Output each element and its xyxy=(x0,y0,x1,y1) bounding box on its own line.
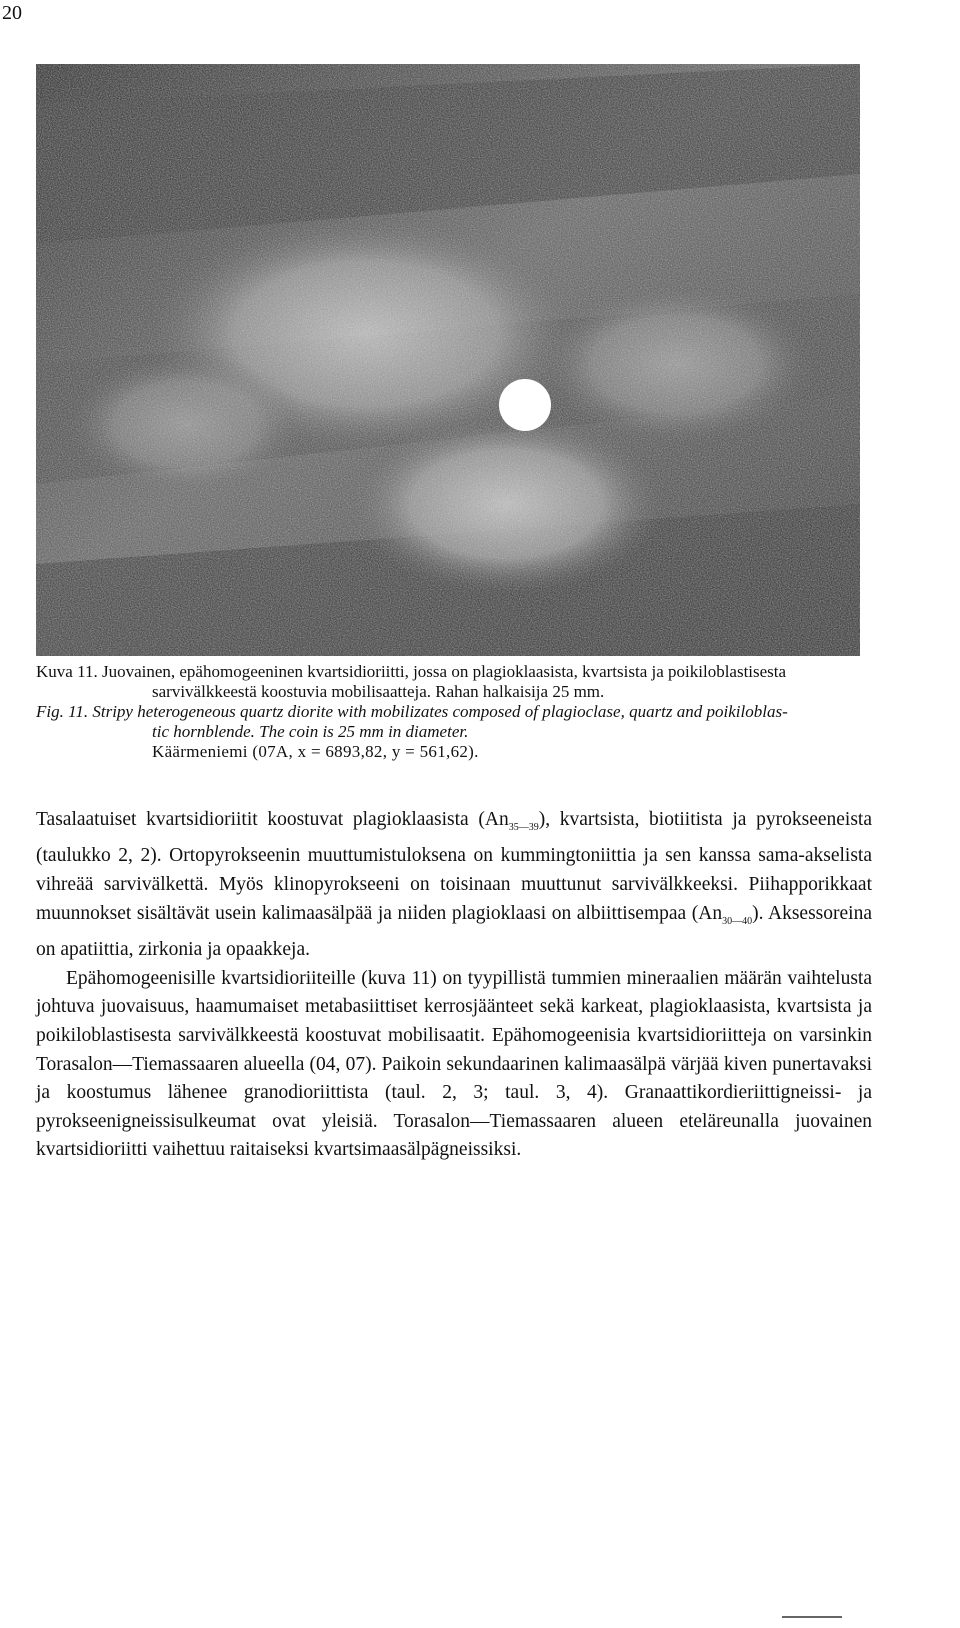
body-text xyxy=(36,806,872,1165)
caption-fi-line1 xyxy=(36,662,926,682)
caption-fi-label: Kuva 11. xyxy=(36,662,98,681)
paragraph-1 xyxy=(36,806,872,965)
figure-caption xyxy=(36,662,926,762)
rock-photograph xyxy=(36,64,860,656)
page-number: 20 xyxy=(2,2,22,24)
paragraph-1-part-a: Tasalaatuiset kvartsidioriitit koostuvat plagioklaasista (An xyxy=(36,809,509,830)
caption-fi-line2: sarvivälkkeestä koostuvia mobilisaatteja. Rahan halkaisija 25 mm. xyxy=(152,682,605,701)
caption-en-text1: Stripy heterogeneous quartz diorite with mobilizates composed of plagioclase, quartz and poikiloblas- xyxy=(92,702,788,721)
caption-en-label: Fig. 11. xyxy=(36,702,89,721)
coin xyxy=(499,379,551,431)
footer-mark xyxy=(782,1616,842,1618)
caption-fi-text1: Juovainen, epähomogeeninen kvartsidioriitti, jossa on plagioklaasista, kvartsista ja poikiloblastisesta xyxy=(101,662,787,681)
paragraph-2: Epähomogeenisille kvartsidioriiteille (kuva 11) on tyypillistä tummien mineraalien määrän vaihtelusta johtuva juovaisuus, haamumaiset metabasiittiset kerrosjäänteet sekä karkeat, plagioklaasista, kvartsista ja poikiloblastisesta sarvivälkkeestä koostuvat mobilisaatit. Epähomogeenisia kvartsidioriitteja on varsinkin Torasalon—Tiemassaaren alueella (04, 07). Paikoin sekundaarinen kalimaasälpä värjää kiven punertavaksi ja koostumus lähenee granodioriittista (taul. 2, 3; taul. 3, 4). Granaattikordieriittigneissi- ja pyrokseenigneissisulkeumat ovat yleisiä. Torasalon—Tiemassaaren alueen eteläreunalla juovainen kvartsidioriitti vaihettuu raitaiseksi kvartsimaasälpägneissiksi. xyxy=(36,967,872,1161)
paragraph-1-part-b: ), kvartsista, biotiitista ja pyrokseeneista (taulukko 2, 2). Ortopyrokseenin muuttumistuloksena on kummingtoniittia ja sen kanssa sama-akselista vihreää sarvivälkettä. Myös klinopyrokseeni on toisinaan muuttunut sarvivälkkeeksi. Piihapporikkaat muunnokset sisältävät usein kalimaasälpää ja niiden plagioklaasi on albiittisempaa (An xyxy=(36,809,872,924)
caption-en-line1 xyxy=(36,702,926,722)
paragraph-1-part-c: ). Aksessoreina on apatiittia, zirkonia ja opaakkeja. xyxy=(36,902,872,961)
caption-location: Käärmeniemi (07A, x = 6893,82, y = 561,62). xyxy=(152,742,479,761)
caption-en-line2: tic hornblende. The coin is 25 mm in diameter. xyxy=(152,722,469,741)
rock-photograph-image xyxy=(36,64,860,656)
anorthite-subscript-2: 30—40 xyxy=(722,915,753,927)
anorthite-subscript-1: 35—39 xyxy=(508,821,539,833)
